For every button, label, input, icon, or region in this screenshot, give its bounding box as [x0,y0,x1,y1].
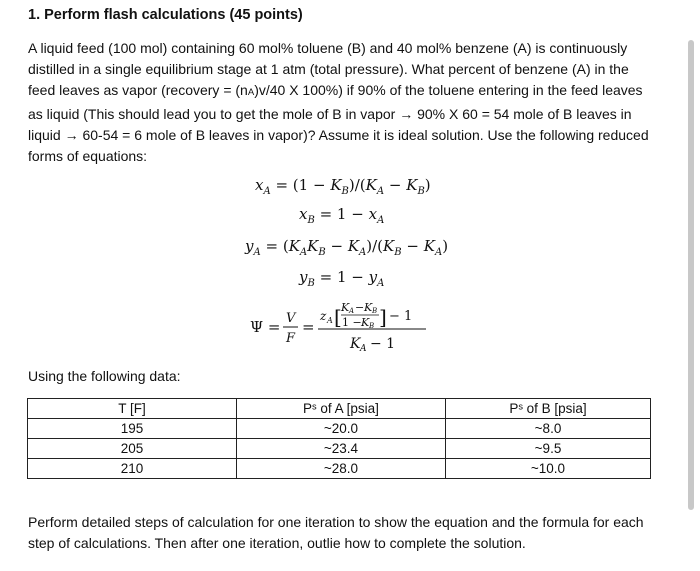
svg-text:B: B [369,322,375,330]
table-cell: ~9.5 [446,439,651,459]
table-cell: ~20.0 [237,419,446,439]
instructions-text: Perform detailed steps of calculation for one iteration to show the equation and the formula for each step of calculations. Then after one iteration, outlie how to complete the solution. [28,514,644,552]
statement-text-2: )v/40 X 100%) if 90% of the toluene entering in the feed leaves as liquid (This should lead you to get the mole of B in vapor → 90% X 60 = 54 mole of B leaves in liquid → 60-54 = 6 mole of B leaves in vapor)? Assume it is ideal solution. Use the following reduced forms of equations: [28,82,649,165]
header-temperature: T [F] [28,399,237,419]
svg-text:− 1: − 1 [389,309,413,324]
equation-xa: $x_A = (1 - K_B)/(K_A - K_B)$ [255,176,431,197]
svg-text:z: z [320,309,327,323]
table-row [28,419,651,439]
svg-text:Ψ =: Ψ = [250,318,281,336]
svg-text:=: = [302,318,315,336]
svg-text:K: K [350,336,361,352]
equation-ya: $y_A = (K_AK_B - K_A)/(K_B - K_A)$ [245,237,449,258]
problem-statement [28,38,656,167]
svg-text:]: ] [379,305,387,329]
svg-text:A: A [349,307,355,315]
table-row [28,459,651,479]
svg-text:− 1: − 1 [370,336,396,352]
table-header-row [28,399,651,419]
header-psat-b: Pˢ of B [psia] [446,399,651,419]
svg-text:[: [ [334,305,342,329]
equation-psi [248,298,448,360]
svg-text:1 −: 1 − [342,316,362,329]
table-cell: ~8.0 [446,419,651,439]
table-cell: ~10.0 [446,459,651,479]
vertical-scrollbar[interactable] [688,40,694,510]
svg-text:V: V [286,311,296,326]
table-cell: ~28.0 [237,459,446,479]
vapor-pressure-table [27,398,651,479]
table-cell: 195 [28,419,237,439]
svg-text:K: K [364,301,373,314]
data-intro: Using the following data: [28,368,181,384]
header-psat-a: Pˢ of A [psia] [237,399,446,419]
table-cell: ~23.4 [237,439,446,459]
svg-text:F: F [286,331,296,346]
svg-text:B: B [372,307,378,315]
statement-text-1: A liquid feed (100 mol) containing 60 mol% toluene (B) and 40 mol% benzene (A) is continuously distilled in a single equilibrium stage at 1 atm (total pressure). What percent of benzene (A) in the feed leaves as vapor (recovery = (n [28,40,629,99]
svg-text:K: K [361,316,370,329]
statement-subscript: A [247,87,255,99]
svg-text:A: A [360,344,367,354]
problem-heading: 1. Perform flash calculations (45 points) [28,7,303,23]
svg-text:A: A [327,316,333,325]
table-cell: 210 [28,459,237,479]
table-cell: 205 [28,439,237,459]
equation-xb: $x_B = 1 - x_A$ [299,205,385,226]
svg-text:K: K [341,301,350,314]
svg-text:−: − [355,301,365,314]
table-row [28,439,651,459]
equation-yb: $y_B = 1 - y_A$ [299,268,385,289]
